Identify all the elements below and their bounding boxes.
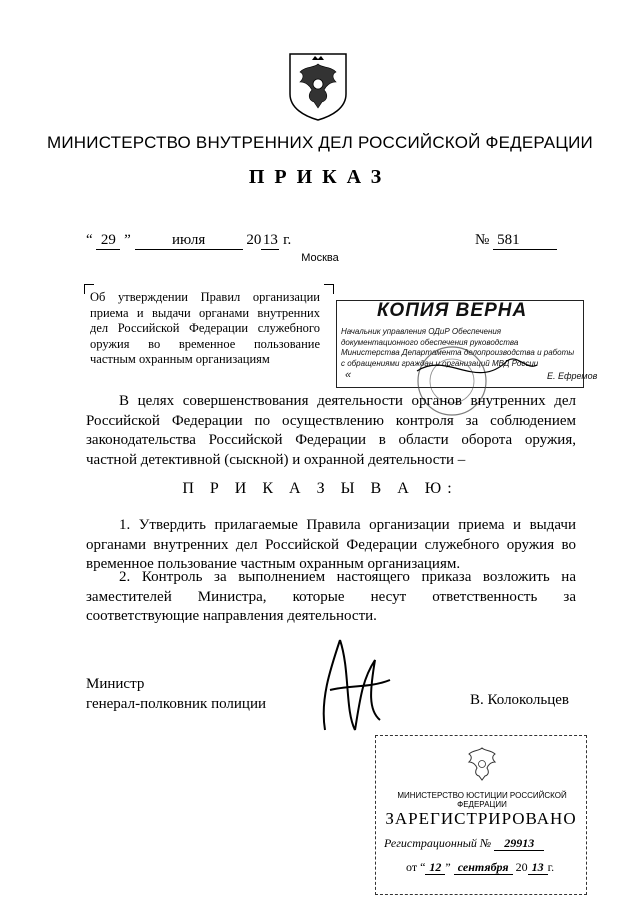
coat-of-arms-emblem-icon — [286, 50, 350, 122]
true-copy-quote: « — [345, 369, 352, 381]
registration-number-label: Регистрационный № — [384, 836, 492, 850]
order-year-prefix: 20 — [246, 232, 262, 248]
order-day: 29 — [96, 232, 120, 250]
close-quote: ” — [124, 232, 131, 248]
minister-title-line2: генерал-полковник полиции — [86, 696, 267, 712]
order-item-2: 2. Контроль за выполнением настоящего приказа возложить на заместителей Министра, которые несут ответственность за соответствующие направления деятельности. — [86, 569, 576, 624]
registration-year-unit: г. — [547, 860, 555, 874]
true-copy-signer: Е. Ефремов — [547, 371, 598, 381]
ministry-header: МИНИСТЕРСТВО ВНУТРЕННИХ ДЕЛ РОССИЙСКОЙ ФЕДЕРАЦИИ — [47, 133, 593, 152]
order-item-1: 1. Утвердить прилагаемые Правила организации приема и выдачи органами внутренних дел Российской Федерации служебного оружия во временное пользование частным охранным организациям. — [86, 517, 576, 572]
justice-ministry-label: МИНИСТЕРСТВО ЮСТИЦИИ РОССИЙСКОЙ ФЕДЕРАЦИИ — [397, 791, 567, 809]
minister-name: В. Колокольцев — [470, 692, 569, 708]
order-month: июля — [135, 232, 243, 250]
registration-from-label: от “ — [406, 860, 426, 874]
preamble-paragraph: В целях совершенствования деятельности органов внутренних дел Российской Федерации по осуществлению контроля за соблюдением законодательства Российской Федерации в области оборота оружия, частной детективной (сыскной) и охранной деятельности – — [86, 393, 576, 468]
corner-mark — [84, 284, 94, 294]
registration-number-value: 29913 — [494, 836, 544, 851]
coat-of-arms-emblem-icon — [461, 742, 503, 788]
handwritten-signature-icon — [300, 630, 410, 740]
order-subject — [90, 290, 320, 368]
number-sign: № — [475, 232, 490, 248]
corner-mark — [324, 284, 334, 294]
minister-title-line1: Министр — [86, 676, 145, 692]
registration-year-suffix: 13 — [528, 860, 548, 875]
registration-date — [406, 860, 554, 875]
registration-stamp — [375, 735, 587, 895]
order-number — [475, 232, 557, 250]
order-year-unit: г. — [283, 232, 292, 248]
open-quote: “ — [86, 232, 93, 248]
registered-label: ЗАРЕГИСТРИРОВАНО — [385, 809, 577, 828]
order-word: П Р И К А З Ы В А Ю: — [182, 480, 458, 497]
registration-day: 12 — [425, 860, 445, 875]
true-copy-title: КОПИЯ ВЕРНА — [377, 300, 528, 321]
minister-title — [86, 674, 266, 714]
registration-month: сентября — [454, 860, 513, 875]
registration-number — [384, 836, 544, 851]
order-city: Москва — [301, 252, 339, 264]
order-date — [86, 232, 291, 250]
registration-close-quote: ” — [445, 860, 451, 874]
true-copy-text: Начальник управления ОДиР Обеспечения документационного обеспечения руководства Министерства Департамента делопроизводства и работы с обращениями граждан и организаций МВД России — [341, 327, 575, 368]
document-type-title: ПРИКАЗ — [248, 166, 392, 188]
order-number-value: 581 — [493, 232, 557, 250]
true-copy-stamp — [336, 300, 598, 388]
order-subject-text: Об утверждении Правил организации приема и выдачи органами внутренних дел Российской Федерации служебного оружия во временное пользование частным охранным организациям — [90, 290, 320, 366]
registration-year: 20 — [515, 860, 528, 874]
order-year-suffix: 13 — [262, 232, 278, 248]
